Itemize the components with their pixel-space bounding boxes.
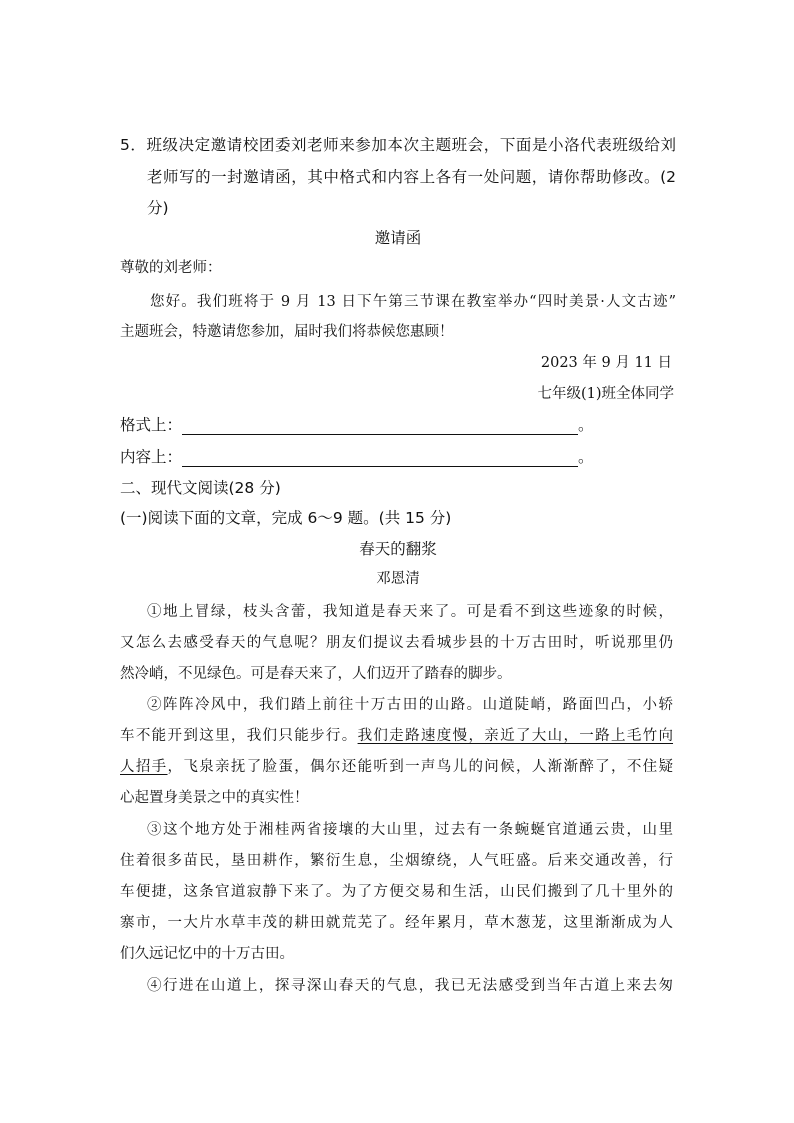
answer-content-end: 。	[578, 448, 594, 466]
article-title: 春天的翻浆	[359, 540, 437, 558]
answer-content-blank[interactable]	[182, 450, 578, 467]
paragraph-3-line-1: ③这个地方处于湘桂两省接壤的大山里，过去有一条蜿蜒官道通云贵，山里	[147, 822, 673, 838]
paragraph-1-line-2: 又怎么去感受春天的气息呢？朋友们提议去看城步县的十万古田时，听说那里仍	[120, 635, 673, 651]
article-author: 邓恩清	[376, 571, 420, 587]
letter-signature: 七年级(1)班全体同学	[537, 386, 674, 402]
question-5-line-2: 老师写的一封邀请函，其中格式和内容上各有一处问题，请你帮助修改。(2	[147, 168, 676, 186]
paragraph-1-line-1: ①地上冒绿，枝头含蕾，我知道是春天来了。可是看不到这些迹象的时候，	[147, 604, 673, 620]
paragraph-3-line-4: 寨市，一大片水草丰茂的耕田就荒芜了。经年累月，草木葱茏，这里渐渐成为人	[120, 915, 673, 931]
answer-format-end: 。	[578, 416, 594, 434]
answer-format-row	[120, 415, 594, 435]
answer-content-label: 内容上：	[120, 448, 183, 466]
section-2-heading: 二、现代文阅读(28 分)	[120, 479, 281, 497]
paragraph-2-line-3-plain: ，飞泉亲抚了脸蛋，偶尔还能听到一声鸟儿的问候，人渐渐醉了，不住疑	[167, 759, 673, 775]
letter-title: 邀请函	[374, 229, 422, 247]
letter-salutation: 尊敬的刘老师：	[120, 260, 222, 276]
paragraph-2-line-2	[120, 726, 673, 746]
section-2-part-1: (一)阅读下面的文章，完成 6～9 题。(共 15 分)	[120, 509, 452, 527]
paragraph-2-underlined-sentence-end: 人招手	[120, 759, 168, 775]
paragraph-2-line-1: ②阵阵冷风中，我们踏上前往十万古田的山路。山道陡峭，路面凹凸，小轿	[147, 697, 673, 713]
letter-body-line-1: 您好。我们班将于 9 月 13 日下午第三节课在教室举办“四时美景·人文古迹”	[150, 294, 676, 310]
letter-date: 2023 年 9 月 11 日	[540, 355, 672, 371]
paragraph-2-line-2-plain: 车不能开到这里，我们只能步行。	[120, 728, 358, 744]
paragraph-3-line-3: 车便捷，这条官道寂静下来了。为了方便交易和生活，山民们搬到了几十里外的	[120, 884, 673, 900]
letter-body-line-2: 主题班会，特邀请您参加，届时我们将恭候您惠顾！	[120, 324, 454, 340]
question-5-line-1: 5．班级决定邀请校团委刘老师来参加本次主题班会，下面是小洛代表班级给刘	[120, 136, 676, 154]
answer-content-row	[120, 447, 594, 467]
answer-format-label: 格式上：	[120, 416, 183, 434]
paragraph-2-line-3	[120, 757, 673, 777]
paragraph-3-line-5: 们久远记忆中的十万古田。	[120, 946, 294, 962]
paragraph-2-line-4: 心起置身美景之中的真实性！	[120, 790, 309, 806]
paragraph-3-line-2: 住着很多苗民，垦田耕作，繁衍生息，尘烟缭绕，人气旺盛。后来交通改善，行	[120, 853, 673, 869]
question-5-line-3: 分)	[147, 199, 169, 217]
paragraph-4-line-1: ④行进在山道上，探寻深山春天的气息，我已无法感受到当年古道上来去匆	[147, 978, 673, 994]
paragraph-2-underlined-sentence: 我们走路速度慢，亲近了大山，一路上毛竹向	[357, 728, 674, 744]
answer-format-blank[interactable]	[182, 418, 578, 435]
paragraph-1-line-3: 然冷峭，不见绿色。可是春天来了，人们迈开了踏春的脚步。	[120, 666, 512, 682]
